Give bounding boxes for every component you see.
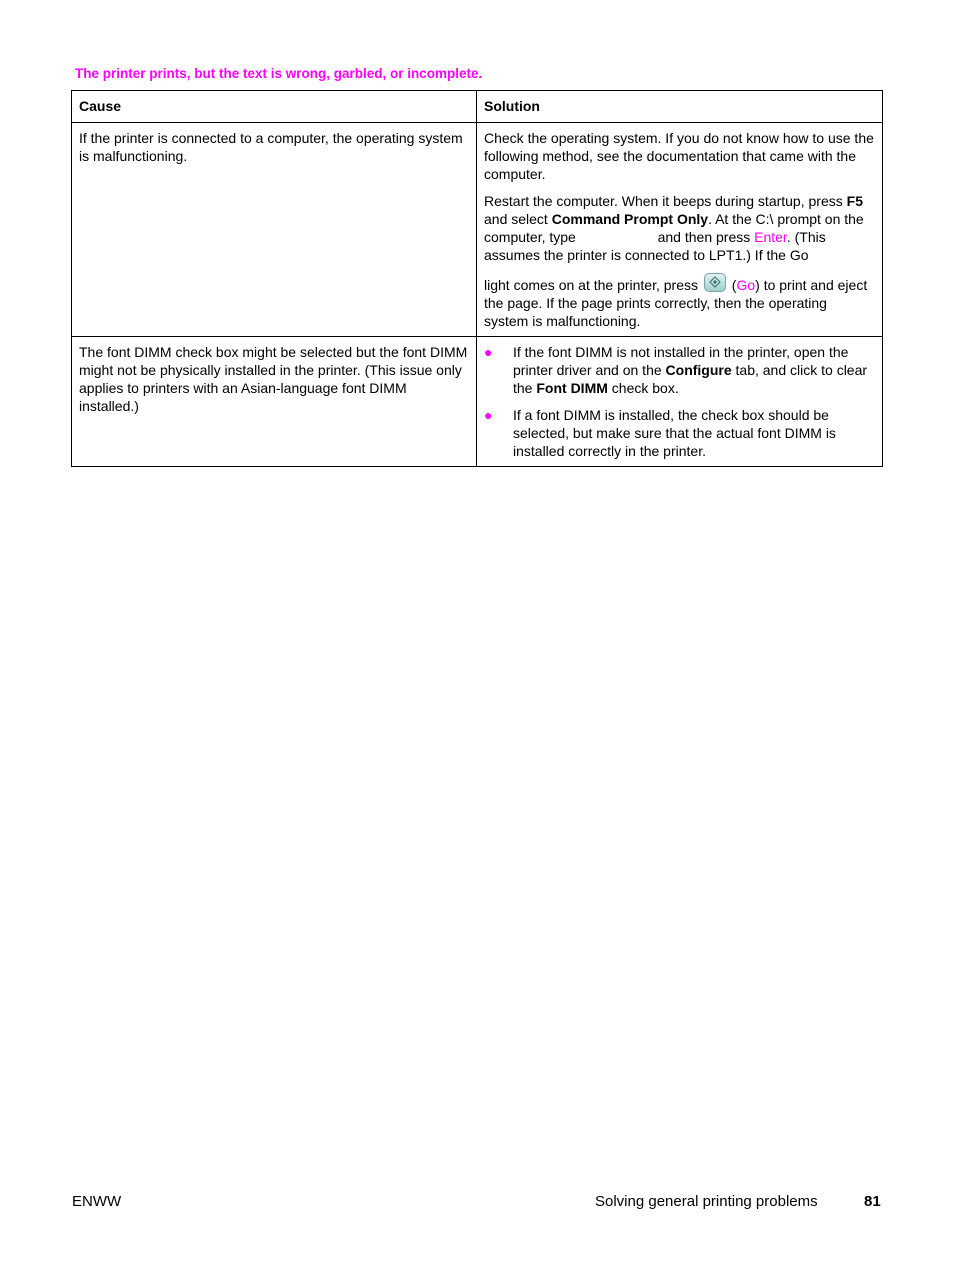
cause-text: If the printer is connected to a computer, the operating system is malfunctioning.: [79, 130, 463, 164]
solution-cell: [477, 123, 883, 337]
page-number: 81: [864, 1193, 881, 1210]
cause-cell: [72, 123, 477, 337]
troubleshooting-table: [71, 90, 883, 467]
configure-tab-label: Configure: [665, 362, 732, 378]
list-item: [484, 343, 875, 397]
command-prompt-mode: Command Prompt Only: [551, 211, 709, 227]
font-dimm-checkbox-label: Font DIMM: [536, 380, 608, 396]
solution-text: . (This assumes the printer is connected to LPT1.) If the Go: [484, 229, 826, 263]
table-row: [72, 123, 883, 337]
bullet-dot: ●: [484, 407, 493, 423]
section-heading: The printer prints, but the text is wrong, garbled, or incomplete.: [75, 66, 483, 81]
header-solution: Solution: [477, 91, 883, 123]
list-text: tab, and click to clear the: [513, 362, 868, 396]
solution-text: . At the C:\ prompt on the computer, type: [484, 211, 864, 245]
table-row: [72, 337, 883, 467]
footer-section-title: Solving general printing problems: [595, 1193, 818, 1210]
solution-paragraph: [484, 129, 875, 183]
footer-label: ENWW: [72, 1193, 122, 1210]
bullet-dot: ●: [484, 344, 493, 360]
go-label: Go: [736, 277, 756, 293]
solution-text: light comes on at the printer, press: [484, 277, 702, 293]
header-cause: Cause: [72, 91, 477, 123]
solution-list: [484, 343, 875, 460]
solution-text: Restart the computer. When it beeps during startup, press: [484, 193, 847, 209]
enter-key-label: Enter: [754, 229, 787, 245]
cause-text: The font DIMM check box might be selected but the font DIMM might not be physically installed in the printer. (This issue only applies to printers with an Asian-language font DIMM installed.): [79, 344, 468, 414]
solution-text: and then press: [653, 229, 755, 245]
list-text: If a font DIMM is installed, the check box should be selected, but make sure that the actual font DIMM is installed correctly in the printer.: [513, 407, 836, 459]
solution-text: and select: [484, 211, 552, 227]
solution-paragraph: [484, 192, 875, 264]
list-text: If the font DIMM is not installed in the printer, open the printer driver and on the: [513, 344, 849, 378]
solution-text: ) to print and eject the page. If the page prints correctly, then the operating system is malfunctioning.: [484, 277, 868, 329]
list-item: [484, 406, 875, 460]
solution-paragraph: light comes on at the printer, press (Go) to print and eject the page. If the page prints correctly, then the operating system is malfunctioning.: [484, 273, 875, 330]
list-text: check box.: [607, 380, 679, 396]
solution-text: Check the operating system. If you do not know how to use the following method, see the documentation that came with the computer.: [484, 130, 874, 182]
solution-cell: [477, 337, 883, 467]
table-header-row: [72, 91, 883, 123]
go-button-icon: [704, 273, 726, 292]
key-f5: F5: [846, 193, 863, 209]
cause-cell: [72, 337, 477, 467]
